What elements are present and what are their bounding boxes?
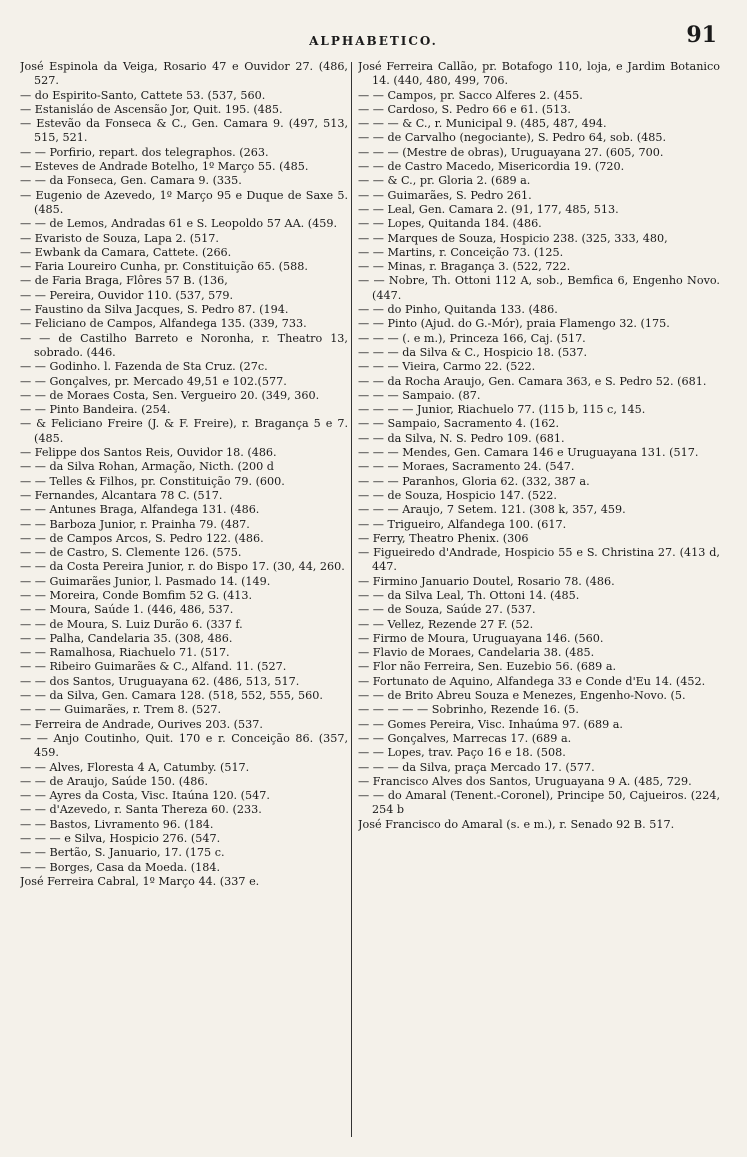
directory-entry: — — de Campos Arcos, S. Pedro 122. (486. — [20, 531, 264, 545]
directory-entry: — — Leal, Gen. Camara 2. (91, 177, 485, 513. — [358, 202, 619, 216]
directory-entry: — — — Vieira, Carmo 22. (522. — [358, 360, 536, 374]
directory-entry: — — do Amaral (Tenent.-Coronel), Principe 50, Cajueiros. (224, 254 b — [358, 789, 720, 817]
directory-entry: — — Pinto (Ajud. do G.-Mór), praia Flamengo 32. (175. — [358, 317, 670, 331]
directory-entry: — — — Sampaio. (87. — [358, 388, 481, 402]
directory-entry: — — Barboza Junior, r. Prainha 79. (487. — [20, 517, 250, 531]
directory-entry: — Esteves de Andrade Botelho, 1º Março 55. (485. — [20, 160, 309, 174]
directory-entry: — Firmino Januario Doutel, Rosario 78. (486. — [358, 574, 615, 588]
directory-entry: — — — da Silva, praça Mercado 17. (577. — [358, 760, 595, 774]
directory-entry: — — Bastos, Livramento 96. (184. — [20, 817, 214, 831]
directory-entry: — — Moura, Saúde 1. (446, 486, 537. — [20, 603, 234, 617]
directory-entry: — — Guimarães, S. Pedro 261. — [358, 188, 532, 202]
directory-entry: — — Alves, Floresta 4 A, Catumby. (517. — [20, 760, 250, 774]
directory-entry: — — — Paranhos, Gloria 62. (332, 387 a. — [358, 474, 590, 488]
directory-entry: — — Campos, pr. Sacco Alferes 2. (455. — [358, 88, 583, 102]
directory-entry: — — Gonçalves, pr. Mercado 49,51 e 102.(577. — [20, 374, 287, 388]
directory-entry: — — da Silva Rohan, Armação, Nicth. (200 d — [20, 460, 274, 474]
directory-entry: — — & C., pr. Gloria 2. (689 a. — [358, 174, 531, 188]
directory-entry: — — d'Azevedo, r. Santa Thereza 60. (233. — [20, 803, 262, 817]
directory-entry: — — da Silva, N. S. Pedro 109. (681. — [358, 431, 565, 445]
directory-entry: José Ferreira Callão, pr. Botafogo 110, loja, e Jardim Botanico 14. (440, 480, 499, 706. — [358, 60, 720, 88]
right-column — [358, 60, 720, 1145]
directory-entry: — — Nobre, Th. Ottoni 112 A, sob., Bemfica 6, Engenho Novo. (447. — [358, 274, 720, 302]
directory-entry: — — da Rocha Araujo, Gen. Camara 363, e S. Pedro 52. (681. — [358, 374, 707, 388]
directory-entry: — Fortunato de Aquino, Alfandega 33 e Conde d'Eu 14. (452. — [358, 674, 706, 688]
directory-entry: José Francisco do Amaral (s. e m.), r. Senado 92 B. 517. — [358, 817, 675, 831]
directory-entry: — — de Castro, S. Clemente 126. (575. — [20, 546, 242, 560]
directory-entry: — & Feliciano Freire (J. & F. Freire), r. Bragança 5 e 7. (485. — [20, 417, 348, 445]
directory-entry: — — Gomes Pereira, Visc. Inhaúma 97. (689 a. — [358, 717, 623, 731]
directory-entry: — — Guimarães Junior, l. Pasmado 14. (149. — [20, 574, 271, 588]
directory-entry: — — da Silva, Gen. Camara 128. (518, 552, 555, 560. — [20, 689, 323, 703]
directory-entry: — Ewbank da Camara, Cattete. (266. — [20, 245, 232, 259]
directory-entry: — Feliciano de Campos, Alfandega 135. (339, 733. — [20, 317, 307, 331]
directory-entry: — — Pinto Bandeira. (254. — [20, 403, 171, 417]
directory-entry: — — da Costa Pereira Junior, r. do Bispo 17. (30, 44, 260. — [20, 560, 345, 574]
directory-entry: — Fernandes, Alcantara 78 C. (517. — [20, 488, 223, 502]
directory-entry: — — — — Junior, Riachuelo 77. (115 b, 115 c, 145. — [358, 403, 646, 417]
directory-entry: — — da Silva Leal, Th. Ottoni 14. (485. — [358, 588, 580, 602]
directory-entry: José Ferreira Cabral, 1º Março 44. (337 e. — [20, 874, 260, 888]
directory-entry: — Flor não Ferreira, Sen. Euzebio 56. (689 a. — [358, 660, 617, 674]
column-divider — [351, 62, 352, 1137]
directory-entry: — Figueiredo d'Andrade, Hospicio 55 e S. Christina 27. (413 d, 447. — [358, 546, 720, 574]
directory-entry: — — de Castilho Barreto e Noronha, r. Theatro 13, sobrado. (446. — [20, 331, 348, 359]
directory-entry: — Francisco Alves dos Santos, Uruguayana 9 A. (485, 729. — [358, 774, 692, 788]
directory-entry: — — Vellez, Rezende 27 F. (52. — [358, 617, 534, 631]
directory-entry: — — Moreira, Conde Bomfim 52 G. (413. — [20, 588, 253, 602]
page-number: 91 — [686, 22, 717, 48]
running-title: ALPHABETICO. — [309, 34, 438, 48]
directory-entry: — Ferry, Theatro Phenix. (306 — [358, 531, 529, 545]
directory-entry: — Estevão da Fonseca & C., Gen. Camara 9. (497, 513, 515, 521. — [20, 117, 348, 145]
directory-entry: — — — Guimarães, r. Trem 8. (527. — [20, 703, 222, 717]
directory-entry: — — Ribeiro Guimarães & C., Alfand. 11. (527. — [20, 660, 287, 674]
directory-entry: — Felippe dos Santos Reis, Ouvidor 18. (486. — [20, 446, 277, 460]
directory-entry: — Firmo de Moura, Uruguayana 146. (560. — [358, 631, 604, 645]
page-header — [28, 22, 719, 52]
directory-entry: — — — (. e m.), Princeza 166, Caj. (517. — [358, 331, 586, 345]
directory-entry: — do Espirito-Santo, Cattete 53. (537, 560. — [20, 88, 266, 102]
directory-entry: — Eugenio de Azevedo, 1º Março 95 e Duque de Saxe 5. (485. — [20, 188, 348, 216]
directory-entry: — — de Lemos, Andradas 61 e S. Leopoldo 57 AA. (459. — [20, 217, 338, 231]
directory-entry: — — de Araujo, Saúde 150. (486. — [20, 774, 209, 788]
directory-entry: — — Minas, r. Bragança 3. (522, 722. — [358, 260, 571, 274]
directory-entry: — — Anjo Coutinho, Quit. 170 e r. Conceição 86. (357, 459. — [20, 731, 348, 760]
directory-entry: — — de Moura, S. Luiz Durão 6. (337 f. — [20, 617, 243, 631]
directory-entry: — — Cardoso, S. Pedro 66 e 61. (513. — [358, 102, 571, 116]
directory-entry: — — Pereira, Ouvidor 110. (537, 579. — [20, 288, 234, 302]
directory-entry: — Evaristo de Souza, Lapa 2. (517. — [20, 231, 219, 245]
directory-entry: — — Sampaio, Sacramento 4. (162. — [358, 417, 560, 431]
directory-entry: — — Martins, r. Conceição 73. (125. — [358, 245, 564, 259]
directory-entry: — — — & C., r. Municipal 9. (485, 487, 494. — [358, 117, 607, 131]
directory-entry: — Flavio de Moraes, Candelaria 38. (485. — [358, 646, 595, 660]
directory-entry: — — — Moraes, Sacramento 24. (547. — [358, 460, 575, 474]
directory-entry: — — — Mendes, Gen. Camara 146 e Uruguayana 131. (517. — [358, 446, 699, 460]
directory-entry: — — — (Mestre de obras), Uruguayana 27. (605, 700. — [358, 145, 664, 159]
directory-entry: — — Porfirio, repart. dos telegraphos. (263. — [20, 145, 269, 159]
directory-entry: — — Lopes, Quitanda 184. (486. — [358, 217, 542, 231]
directory-entry: — Faria Loureiro Cunha, pr. Constituição 65. (588. — [20, 260, 308, 274]
directory-entry: — Ferreira de Andrade, Ourives 203. (537. — [20, 717, 263, 731]
directory-entry: — — Godinho. l. Fazenda de Sta Cruz. (27c. — [20, 360, 268, 374]
directory-entry: — — Palha, Candelaria 35. (308, 486. — [20, 631, 233, 645]
directory-entry: — — — da Silva & C., Hospicio 18. (537. — [358, 345, 588, 359]
directory-entry: — — — e Silva, Hospicio 276. (547. — [20, 832, 221, 846]
directory-entry: — Faustino da Silva Jacques, S. Pedro 87. (194. — [20, 303, 289, 317]
directory-entry: — — Ayres da Costa, Visc. Itaúna 120. (547. — [20, 789, 270, 803]
directory-entry: — — da Fonseca, Gen. Camara 9. (335. — [20, 174, 242, 188]
directory-entry: — — Gonçalves, Marrecas 17. (689 a. — [358, 731, 572, 745]
directory-entry: — — Ramalhosa, Riachuelo 71. (517. — [20, 646, 230, 660]
directory-entry: — — Antunes Braga, Alfandega 131. (486. — [20, 503, 260, 517]
directory-entry: — — de Souza, Saúde 27. (537. — [358, 603, 536, 617]
directory-entry: — — Bertão, S. Januario, 17. (175 c. — [20, 846, 225, 860]
directory-entry: — — Marques de Souza, Hospicio 238. (325, 333, 480, — [358, 231, 668, 245]
directory-entry: — — do Pinho, Quitanda 133. (486. — [358, 303, 558, 317]
left-column — [20, 60, 348, 1145]
directory-entry: — — — Araujo, 7 Setem. 121. (308 k, 357, 459. — [358, 503, 626, 517]
directory-entry: — — de Carvalho (negociante), S. Pedro 64, sob. (485. — [358, 131, 667, 145]
directory-entry: — — de Brito Abreu Souza e Menezes, Engenho-Novo. (5. — [358, 689, 686, 703]
directory-entry: — — Telles & Filhos, pr. Constituição 79. (600. — [20, 474, 285, 488]
directory-entry: — — de Souza, Hospicio 147. (522. — [358, 488, 557, 502]
directory-entry: — — de Castro Macedo, Misericordia 19. (720. — [358, 160, 625, 174]
directory-entry: — — Lopes, trav. Paço 16 e 18. (508. — [358, 746, 566, 760]
directory-entry: José Espinola da Veiga, Rosario 47 e Ouvidor 27. (486, 527. — [20, 60, 348, 88]
directory-entry: — — de Moraes Costa, Sen. Vergueiro 20. (349, 360. — [20, 388, 320, 402]
directory-entry: — — dos Santos, Uruguayana 62. (486, 513, 517. — [20, 674, 300, 688]
directory-entry: — — Borges, Casa da Moeda. (184. — [20, 860, 221, 874]
directory-entry: — — Trigueiro, Alfandega 100. (617. — [358, 517, 567, 531]
directory-entry: — — — — — Sobrinho, Rezende 16. (5. — [358, 703, 579, 717]
directory-entry: — Estanisláo de Ascensão Jor, Quit. 195. (485. — [20, 102, 283, 116]
directory-entry: — de Faria Braga, Flôres 57 B. (136, — [20, 274, 228, 288]
